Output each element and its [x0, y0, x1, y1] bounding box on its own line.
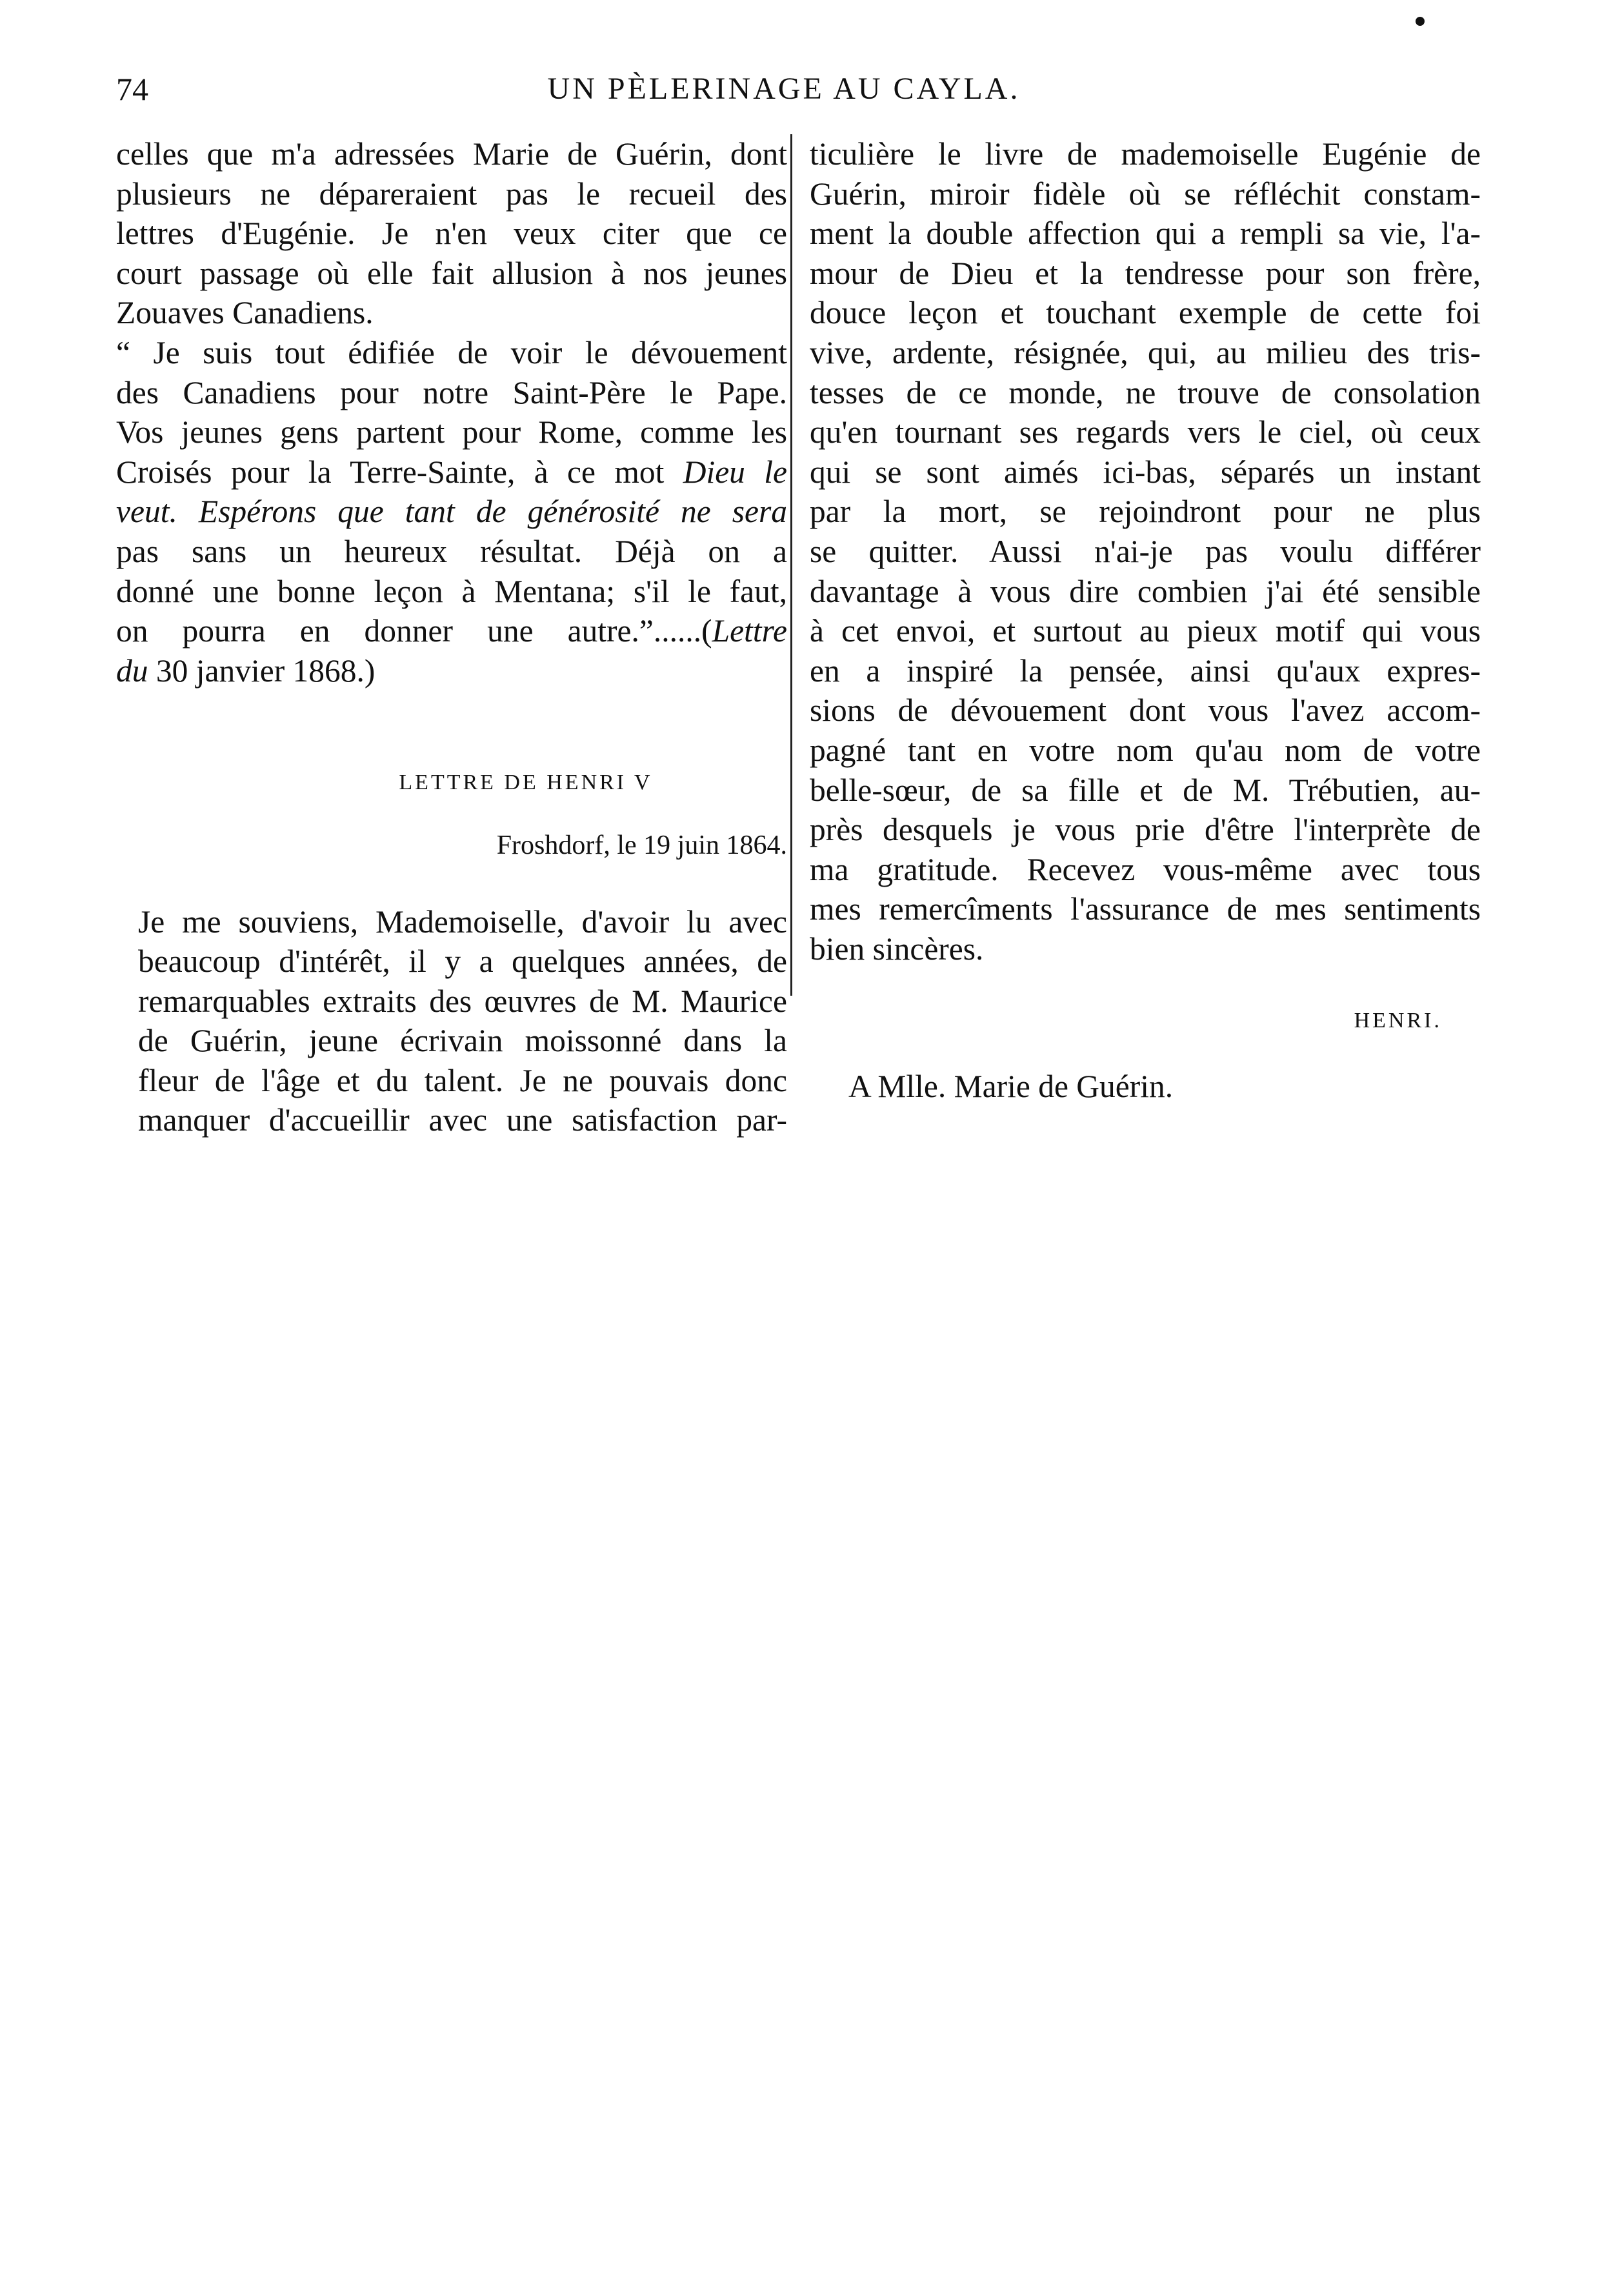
letter-paragraph: Je me souviens, Mademoiselle, d'avoir lu avec beaucoup d'intérêt, il y a quelques années, de remarquables extraits des œuvres de M. Maurice de Guérin, jeune écrivain moissonné dans la fleur de l'âge et du talent. Je ne pouvais donc manquer d'accueillir avec une satisfaction par- [138, 903, 787, 1138]
running-head: UN PÈLERINAGE AU CAYLA. [547, 72, 1021, 106]
quoted-letter: “ Je suis tout édifiée de voir le dévouement des Canadiens pour notre Saint-Père le Pape. Vos jeunes gens partent pour Rome, comme les Croisés pour la Terre-Sainte, à ce mot Dieu le veut. Espérons que tant de générosité ne sera pas sans un heureux résultat. Déjà on a donné une bonne leçon à Mentana; s'il le faut, on pourra en donner une autre.”......(Lettre du 30 janvier 1868.) [116, 334, 787, 689]
ink-speck [1416, 17, 1425, 26]
intro-paragraph: celles que m'a adressées Marie de Guérin, dont plusieurs ne dépareraient pas le recueil des lettres d'Eugénie. Je n'en veux citer que ce court passage où elle fait allusion à nos jeunes Zouaves Canadiens. [116, 136, 787, 331]
italic-phrase-end: veut. Espérons que tant de générosité ne sera [116, 494, 787, 530]
left-column [116, 134, 787, 1140]
letter-dateline: Froshdorf, le 19 juin 1864. [496, 830, 787, 860]
addressee: A Mlle. Marie de Guérin. [848, 1069, 1174, 1105]
letter-heading: LETTRE DE HENRI V [399, 770, 653, 795]
page-number: 74 [116, 71, 148, 107]
italic-phrase: Dieu le [683, 454, 787, 490]
right-column [810, 134, 1481, 1107]
citation-label: Lettre [712, 613, 787, 649]
citation-prefix: du [116, 652, 148, 689]
page-header [116, 70, 1452, 115]
letter-continuation: ticulière le livre de mademoiselle Eugénie de Guérin, miroir fidèle où se réfléchit constam- ment la double affection qui a rempli sa vie, l'a- mour de Dieu et la tendresse pour son frère, douce leçon et touchant exemple de cette foi vive, ardente, résignée, qui, au milieu des tris- tesses de ce monde, ne trouve de consolation qu'en tournant ses regards vers le ciel, où ceux qui se sont aimés ici-bas, séparés un instant par la mort, se rejoindront pour ne plus se quitter. Aussi n'ai-je pas voulu différer davantage à vous dire combien j'ai été sensible à cet envoi, et surtout au pieux motif qui vous en a inspiré la pensée, ainsi qu'aux expres- sions de dévouement dont vous l'avez accom- pagné tant en votre nom qu'au nom de votre belle-sœur, de sa fille et de M. Trébutien, au- près desquels je vous prie d'être l'interprète de ma gratitude. Recevez vous-même avec tous mes remercîments l'assurance de mes sentiments bien sincères. [810, 136, 1481, 967]
column-divider [790, 134, 792, 996]
citation-date: 30 janvier 1868.) [155, 652, 375, 689]
signature: HENRI. [1354, 1009, 1442, 1033]
